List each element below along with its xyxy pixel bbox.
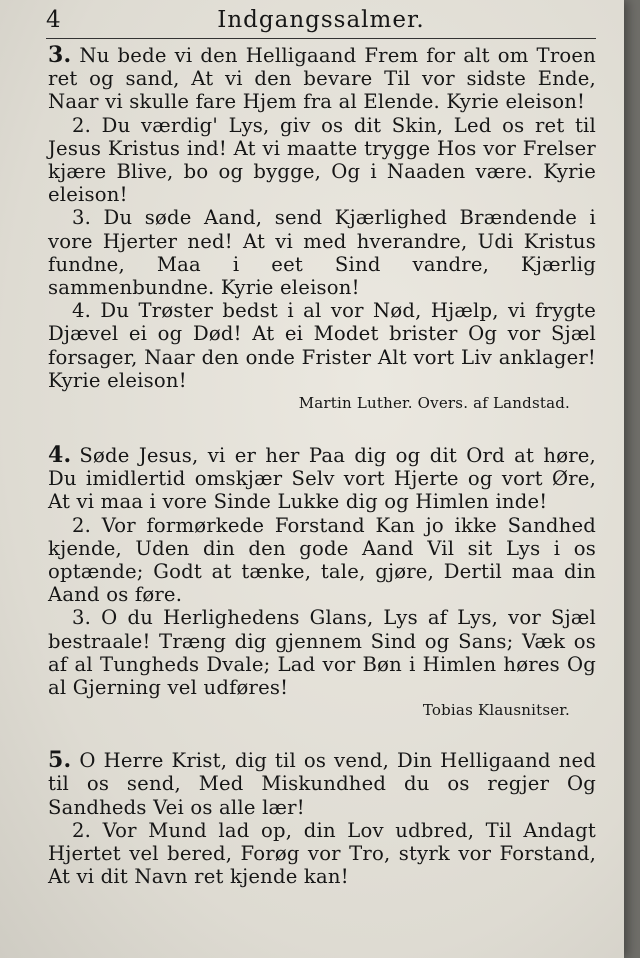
verse-text: O Herre Krist, dig til os vend, Din Helligaand ned til os send, Med Miskundhed du os regjer Og Sandheds Vei os alle lær! bbox=[48, 749, 596, 819]
verse: 2. Vor Mund lad op, din Lov udbred, Til Andagt Hjertet vel bered, Forøg vor Tro, styrk vor Forstand, At vi dit Navn ret kjende kan! bbox=[48, 818, 596, 889]
verse: 2. Du værdig' Lys, giv os dit Skin, Led os ret til Jesus Kristus ind! At vi maatte trygge Hos vor Frelser kjære Blive, bo og bygge, Og i Naaden være. Kyrie eleison! bbox=[48, 113, 596, 207]
verse bbox=[48, 749, 596, 819]
verse: 3. O du Herlighedens Glans, Lys af Lys, vor Sjæl bestraale! Træng dig gjennem Sind og Sans; Væk os af al Tungheds Dvale; Lad vor Bøn i Himlen høres Og al Gjerning vel udføres! bbox=[48, 606, 596, 700]
verse-text: Søde Jesus, vi er her Paa dig og dit Ord at høre, Du imidlertid omskjær Selv vort Hjerte og vort Øre, At vi maa i vore Sinde Lukke dig og Himlen inde! bbox=[48, 444, 596, 514]
verse bbox=[48, 444, 596, 514]
verse: 3. Du søde Aand, send Kjærlighed Brændende i vore Hjerter ned! At vi med hverandre, Udi Kristus fundne, Maa i eet Sind vandre, Kjærlig sammenbundne. Kyrie eleison! bbox=[48, 206, 596, 300]
hymn-number: 4. bbox=[48, 442, 72, 469]
page-header bbox=[46, 4, 596, 39]
hymn-5 bbox=[48, 749, 596, 888]
hymn-attribution: Martin Luther. Overs. af Landstad. bbox=[298, 394, 570, 413]
verse: 2. Vor formørkede Forstand Kan jo ikke Sandhed kjende, Uden din den gode Aand Vil sit Lys i os optænde; Godt at tænke, tale, gjøre, Dertil maa din Aand os føre. bbox=[48, 513, 596, 607]
page-number: 4 bbox=[46, 7, 61, 33]
verse-text: Nu bede vi den Helligaand Frem for alt om Troen ret og sand, At vi den bevare Til vor sidste Ende, Naar vi skulle fare Hjem fra al Elende. Kyrie eleison! bbox=[48, 44, 596, 114]
verse: 4. Du Trøster bedst i al vor Nød, Hjælp, vi frygte Djævel ei og Død! At ei Modet brister Og vor Sjæl forsager, Naar den onde Frister Alt vort Liv anklager! Kyrie eleison! bbox=[48, 299, 596, 392]
verse bbox=[48, 44, 596, 114]
hymn-number: 5. bbox=[48, 747, 72, 774]
hymn-attribution: Tobias Klausnitser. bbox=[422, 701, 570, 720]
hymn-4 bbox=[48, 444, 596, 721]
hymn-3 bbox=[48, 44, 596, 414]
running-title: Indgangssalmer. bbox=[217, 7, 425, 33]
page-body bbox=[48, 44, 596, 889]
hymn-number: 3. bbox=[48, 42, 72, 68]
